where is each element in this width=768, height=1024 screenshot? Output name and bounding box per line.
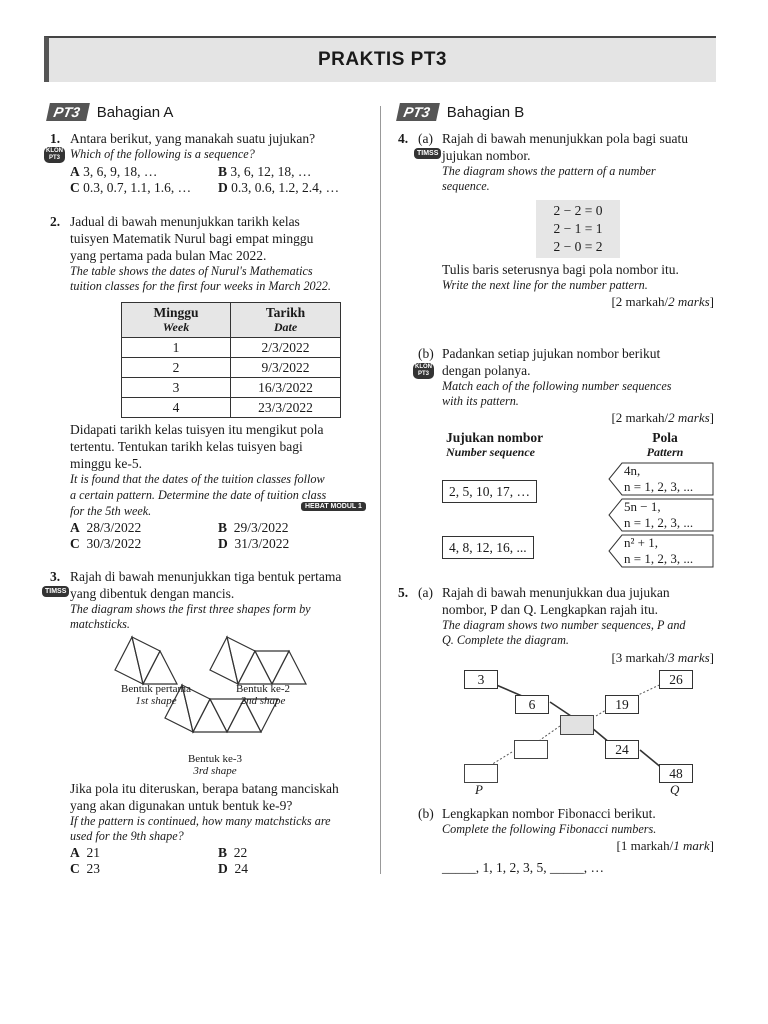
shape-1-triangle xyxy=(143,651,177,684)
question-text-en: for the 5th week. xyxy=(70,504,152,518)
option-a[interactable]: A 3, 6, 9, 18, … xyxy=(70,164,158,179)
question-text: Rajah di bawah menunjukkan tiga bentuk pertama xyxy=(70,569,342,584)
column-heading-sequence: Jujukan nombor Number sequence xyxy=(446,430,544,459)
option-a[interactable]: A 28/3/2022 xyxy=(70,520,142,535)
shape-1-square xyxy=(115,637,143,684)
question-text-en: Which of the following is a sequence? xyxy=(70,147,255,161)
part-label: (b) xyxy=(418,346,434,361)
question-text-en: used for the 9th shape? xyxy=(70,829,184,843)
question-text: Jadual di bawah menunjukkan tarikh kelas xyxy=(70,214,300,229)
sequence-q-box-1: 26 xyxy=(659,670,693,689)
part-label: (a) xyxy=(418,131,433,146)
question-text-en: If the pattern is continued, how many matchsticks are xyxy=(70,814,331,828)
question-text: jujukan nombor. xyxy=(442,148,531,163)
equation-line: 2 − 1 = 1 xyxy=(553,221,603,236)
marks-label: [1 markah/1 mark] xyxy=(616,838,714,853)
column-divider xyxy=(380,106,381,874)
sequence-q-box-4: 48 xyxy=(659,764,693,783)
question-number: 2. xyxy=(50,214,61,229)
table-row: 4 23/3/2022 xyxy=(122,398,341,418)
question-text: dengan polanya. xyxy=(442,363,531,378)
label-q: Q xyxy=(670,782,680,797)
question-text-en: tuition classes for the first four weeks in March 2022. xyxy=(70,279,331,293)
section-a-heading xyxy=(48,103,173,121)
sequence-q-box-3: 24 xyxy=(605,740,639,759)
option-c[interactable]: C 0.3, 0.7, 1.1, 1.6, … xyxy=(70,180,192,195)
option-c[interactable]: C 23 xyxy=(70,861,100,876)
col-header-date: Tarikh Date xyxy=(231,303,341,338)
sequence-box-1[interactable]: 2, 5, 10, 17, … xyxy=(442,480,537,503)
question-text: Tulis baris seterusnya bagi pola nombor itu. xyxy=(442,262,679,277)
pattern-expression: 4n, xyxy=(624,463,641,478)
question-text: Padankan setiap jujukan nombor berikut xyxy=(442,346,661,361)
option-b[interactable]: B 29/3/2022 xyxy=(218,520,289,535)
table-row: 1 2/3/2022 xyxy=(122,338,341,358)
equation-box xyxy=(536,200,620,258)
column-heading-pattern: Pola Pattern xyxy=(646,430,684,459)
sequence-p-answer-box[interactable] xyxy=(464,764,498,783)
sequence-p-answer-box[interactable] xyxy=(514,740,548,759)
pt3-tag: PT3 xyxy=(396,103,440,121)
question-text: yang dibentuk dengan mancis. xyxy=(70,586,235,601)
shape-1-label: Bentuk pertama 1st shape xyxy=(121,683,191,707)
question-text-en: The table shows the dates of Nurul's Mathematics xyxy=(70,264,313,278)
option-b[interactable]: B 22 xyxy=(218,845,248,860)
question-text: minggu ke-5. xyxy=(70,456,142,471)
pattern-domain: n = 1, 2, 3, ... xyxy=(624,479,694,494)
question-text: Rajah di bawah menunjukkan dua jujukan xyxy=(442,585,670,600)
question-text-en: Q. Complete the diagram. xyxy=(442,633,569,647)
equation-line: 2 − 0 = 2 xyxy=(553,239,603,254)
option-a[interactable]: A 21 xyxy=(70,845,100,860)
label-p: P xyxy=(475,782,483,797)
question-number: 3. xyxy=(50,569,61,584)
hebat-modul-badge: HEBAT MODUL 1 xyxy=(301,502,366,511)
sequence-q-box-2: 19 xyxy=(605,695,639,714)
equation-line: 2 − 2 = 0 xyxy=(553,203,603,218)
pattern-box-2[interactable] xyxy=(608,498,704,530)
question-text: yang akan digunakan untuk bentuk ke-9? xyxy=(70,798,293,813)
connector-dashed xyxy=(540,726,560,740)
question-number: 1. xyxy=(50,131,61,146)
pattern-domain: n = 1, 2, 3, ... xyxy=(624,515,694,530)
question-text-en: Complete the following Fibonacci numbers. xyxy=(442,822,657,836)
option-c[interactable]: C 30/3/2022 xyxy=(70,536,142,551)
part-label: (a) xyxy=(418,585,433,600)
sequence-p-box-1: 3 xyxy=(464,670,498,689)
pattern-box-3[interactable] xyxy=(608,534,704,566)
marks-label: [3 markah/3 marks] xyxy=(611,650,714,665)
option-d[interactable]: D 24 xyxy=(218,861,248,876)
page-header-banner xyxy=(44,36,716,82)
question-text: yang pertama pada bulan Mac 2022. xyxy=(70,248,267,263)
option-b[interactable]: B 3, 6, 12, 18, … xyxy=(218,164,312,179)
timss-badge: TIMSS xyxy=(42,586,69,597)
sequence-p-box-2: 6 xyxy=(515,695,549,714)
pt3-tag: PT3 xyxy=(46,103,90,121)
question-text-en: The diagram shows the first three shapes form by xyxy=(70,602,311,616)
question-text: Lengkapkan nombor Fibonacci berikut. xyxy=(442,806,656,821)
pattern-expression: n² + 1, xyxy=(624,535,658,550)
question-text-en: It is found that the dates of the tuition classes follow xyxy=(70,472,325,486)
timss-badge: TIMSS xyxy=(414,148,441,159)
shape-3-label: Bentuk ke-3 3rd shape xyxy=(187,753,243,777)
shape-2-label: Bentuk ke-2 2nd shape xyxy=(235,683,291,707)
marks-label: [2 markah/2 marks] xyxy=(611,294,714,309)
question-number: 4. xyxy=(398,131,409,146)
table-header-row xyxy=(122,303,341,338)
question-text: Jika pola itu diteruskan, berapa batang manciskah xyxy=(70,781,339,796)
klon-pt3-badge: KLON PT3 xyxy=(415,364,432,377)
center-box xyxy=(560,715,594,735)
question-text-en: The diagram shows the pattern of a number xyxy=(442,164,656,178)
section-a-title: Bahagian A xyxy=(96,103,174,121)
question-text-en: Match each of the following number sequences xyxy=(442,379,672,393)
option-d[interactable]: D 0.3, 0.6, 1.2, 2.4, … xyxy=(218,180,340,195)
sequence-box-2[interactable]: 4, 8, 12, 16, ... xyxy=(442,536,534,559)
question-number: 5. xyxy=(398,585,409,600)
question-text-en: Write the next line for the number pattern. xyxy=(442,278,648,292)
question-text: nombor, P dan Q. Lengkapkan rajah itu. xyxy=(442,602,659,617)
pattern-expression: 5n − 1, xyxy=(624,499,661,514)
question-text: tuisyen Matematik Nurul bagi empat minggu xyxy=(70,231,314,246)
question-text-en: a certain pattern. Determine the date of tuition class xyxy=(70,488,327,502)
question-text-en: with its pattern. xyxy=(442,394,519,408)
question-text-en: sequence. xyxy=(442,179,490,193)
marks-label: [2 markah/2 marks] xyxy=(611,410,714,425)
section-b-heading xyxy=(398,103,524,121)
table-row: 2 9/3/2022 xyxy=(122,358,341,378)
option-d[interactable]: D 31/3/2022 xyxy=(218,536,290,551)
question-text: Didapati tarikh kelas tuisyen itu mengikut pola xyxy=(70,422,324,437)
question-text-en: The diagram shows two number sequences, P and xyxy=(442,618,686,632)
question-text: Antara berikut, yang manakah suatu jujukan? xyxy=(70,131,316,146)
klon-pt3-badge: KLON PT3 xyxy=(46,148,63,161)
section-b-title: Bahagian B xyxy=(446,103,525,121)
shape-2-triangles xyxy=(272,651,306,684)
page-title: PRAKTIS PT3 xyxy=(317,49,448,70)
question-text-en: matchsticks. xyxy=(70,617,130,631)
pattern-box-1[interactable] xyxy=(608,462,704,494)
col-header-week: Minggu Week xyxy=(122,303,231,338)
pattern-domain: n = 1, 2, 3, ... xyxy=(624,551,694,566)
fibonacci-sequence[interactable]: _____, 1, 1, 2, 3, 5, _____, … xyxy=(442,860,604,875)
table-row: 3 16/3/2022 xyxy=(122,378,341,398)
part-label: (b) xyxy=(418,806,434,821)
question-text: tertentu. Tentukan tarikh kelas tuisyen bagi xyxy=(70,439,303,454)
dates-table xyxy=(121,302,341,418)
question-text: Rajah di bawah menunjukkan pola bagi suatu xyxy=(442,131,688,146)
